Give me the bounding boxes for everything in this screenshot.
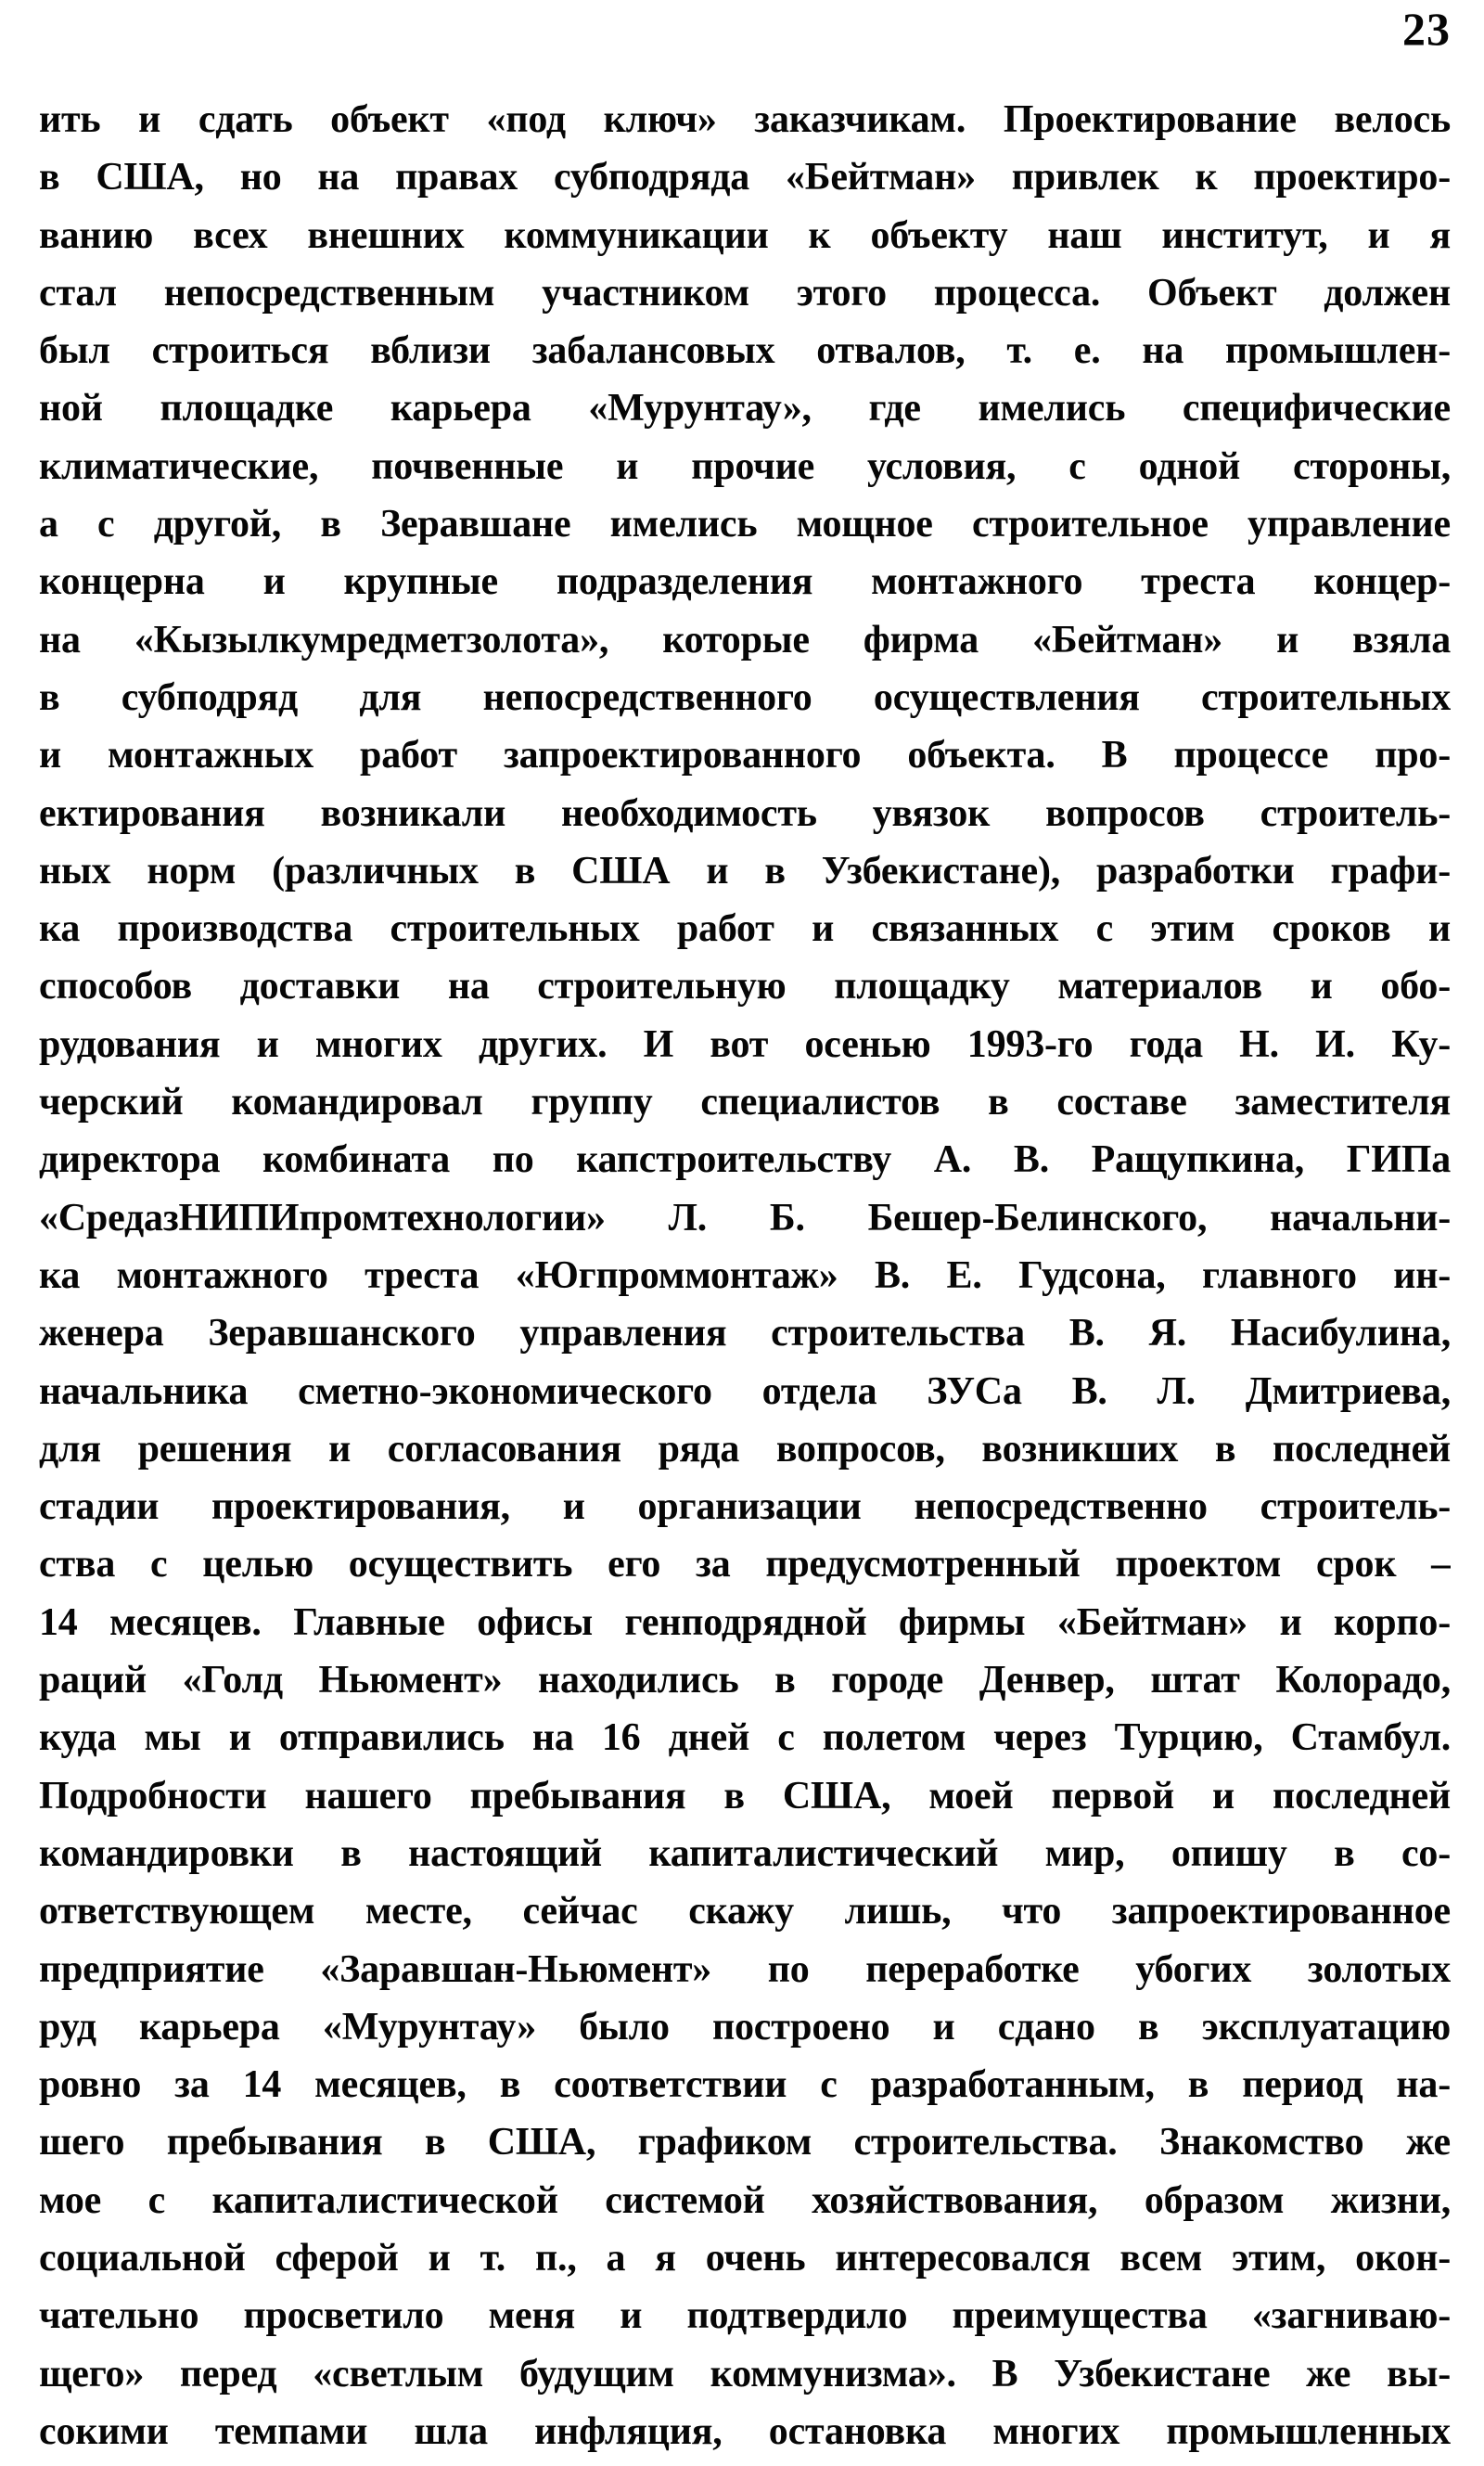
text-line: а с другой, в Зеравшане имелись мощное строительное управление xyxy=(39,503,1451,546)
text-line: ванию всех внешних коммуникации к объекту наш институт, и я xyxy=(39,213,1451,257)
text-line: ка производства строительных работ и связанных с этим сроков и xyxy=(39,907,1451,951)
text-line: сокими темпами шла инфляция, остановка многих промышленных xyxy=(39,2409,1451,2453)
text-line: и монтажных работ запроектированного объекта. В процессе про- xyxy=(39,734,1451,777)
text-line: стал непосредственным участником этого процесса. Объект должен xyxy=(39,271,1451,315)
text-line: черский командировал группу специалистов в составе заместителя xyxy=(39,1081,1451,1124)
text-line: способов доставки на строительную площадку материалов и обо- xyxy=(39,965,1451,1008)
text-line: был строиться вблизи забалансовых отвалов, т. е. на промышлен- xyxy=(39,329,1451,373)
text-line: шего пребывания в США, графиком строительства. Знакомство же xyxy=(39,2121,1451,2164)
body-text xyxy=(39,91,1451,2460)
text-line: ровно за 14 месяцев, в соответствии с разработанным, в период на- xyxy=(39,2063,1451,2107)
text-line: в субподряд для непосредственного осуществления строительных xyxy=(39,675,1451,719)
text-line: куда мы и отправились на 16 дней с полетом через Турцию, Стамбул. xyxy=(39,1716,1451,1760)
text-line: на «Кызылкумредметзолота», которые фирма «Бейтман» и взяла xyxy=(39,618,1451,661)
text-line: концерна и крупные подразделения монтажного треста концер- xyxy=(39,560,1451,604)
text-line: ить и сдать объект «под ключ» заказчикам. Проектирование велось xyxy=(39,98,1451,141)
text-line: 14 месяцев. Главные офисы генподрядной фирмы «Бейтман» и корпо- xyxy=(39,1600,1451,1644)
text-line: рудования и многих других. И вот осенью 1993-го года Н. И. Ку- xyxy=(39,1022,1451,1066)
text-line: руд карьера «Мурунтау» было построено и сдано в эксплуатацию xyxy=(39,2005,1451,2049)
text-line: раций «Голд Ньюмент» находились в городе Денвер, штат Колорадо, xyxy=(39,1659,1451,1702)
text-line: социальной сферой и т. п., а я очень интересовался всем этим, окон- xyxy=(39,2236,1451,2280)
text-line: ектирования возникали необходимость увязок вопросов строитель- xyxy=(39,791,1451,835)
text-line: директора комбината по капстроительству А. В. Ращупкина, ГИПа xyxy=(39,1138,1451,1182)
text-line: ной площадке карьера «Мурунтау», где имелись специфические xyxy=(39,387,1451,430)
text-line: ных норм (различных в США и в Узбекистане), разработки графи- xyxy=(39,849,1451,893)
text-line: предприятие «Заравшан-Ньюмент» по переработке убогих золотых xyxy=(39,1947,1451,1991)
text-line: командировки в настоящий капиталистический мир, опишу в со- xyxy=(39,1831,1451,1875)
text-line: Подробности нашего пребывания в США, моей первой и последней xyxy=(39,1774,1451,1817)
text-line: для решения и согласования ряда вопросов, возникших в последней xyxy=(39,1427,1451,1471)
text-line: ства с целью осуществить его за предусмотренный проектом срок – xyxy=(39,1543,1451,1586)
text-line: ка монтажного треста «Югпроммонтаж» В. Е. Гудсона, главного ин- xyxy=(39,1253,1451,1297)
text-line: в США, но на правах субподряда «Бейтман» привлек к проектиро- xyxy=(39,156,1451,199)
text-line: мое с капиталистической системой хозяйствования, образом жизни, xyxy=(39,2178,1451,2222)
text-line: ответствующем месте, сейчас скажу лишь, что запроектированное xyxy=(39,1890,1451,1933)
text-line: чательно просветило меня и подтвердило преимущества «загниваю- xyxy=(39,2294,1451,2338)
text-line: «СредазНИПИпромтехнологии» Л. Б. Бешер-Белинского, начальни- xyxy=(39,1196,1451,1239)
text-line: начальника сметно-экономического отдела ЗУСа В. Л. Дмитриева, xyxy=(39,1369,1451,1413)
text-line: щего» перед «светлым будущим коммунизма». В Узбекистане же вы- xyxy=(39,2352,1451,2395)
page-number: 23 xyxy=(1402,3,1451,55)
text-line: женера Зеравшанского управления строительства В. Я. Насибулина, xyxy=(39,1312,1451,1355)
text-line: стадии проектирования, и организации непосредственно строитель- xyxy=(39,1485,1451,1529)
text-line: климатические, почвенные и прочие условия, с одной стороны, xyxy=(39,444,1451,488)
